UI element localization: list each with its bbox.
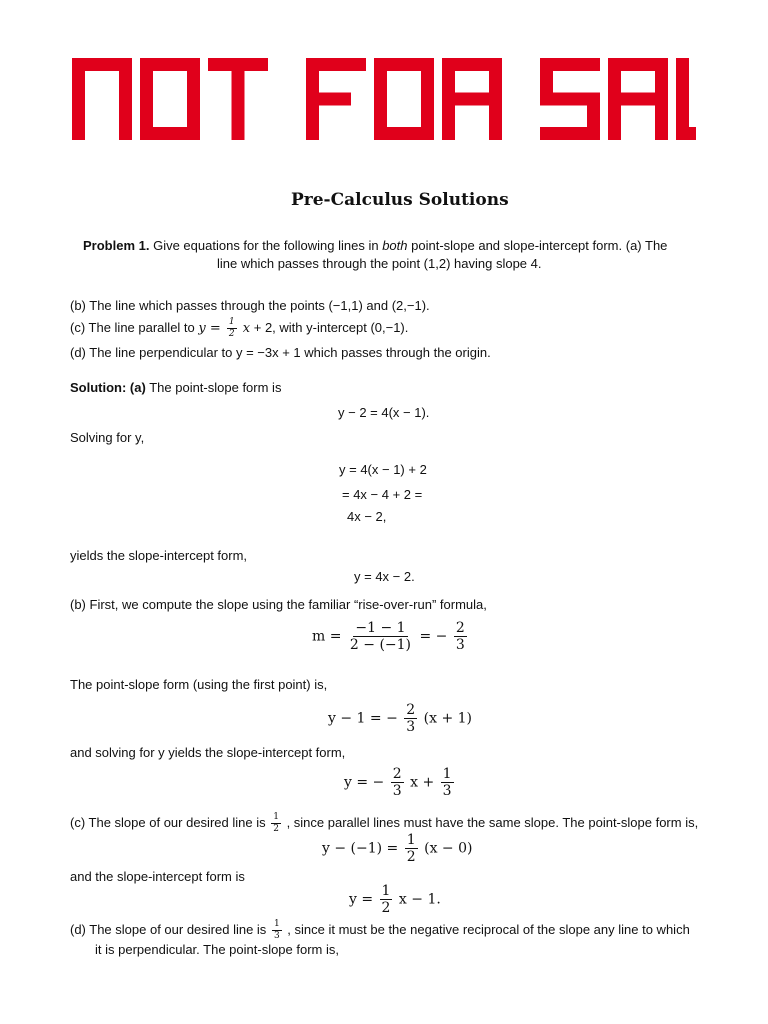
eq-si-fraction-2: $\frac{1}{3}$ [442, 766, 452, 799]
equation-c-slope-intercept [349, 884, 441, 915]
problem-part-d: (d) The line perpendicular to y = −3x + 1 which passes through the origin. [70, 345, 491, 360]
solution-d-post: , since it must be the negative reciprocal of the slope any line to which [287, 921, 690, 937]
problem-intro-a: Give equations for the following lines in [153, 238, 379, 253]
eq-ps-fraction: $\frac{2}{3}$ [406, 702, 416, 735]
eq-c-si-rhs: x − 1. [398, 891, 441, 908]
equation-a1: y − 2 = 4(x − 1). [338, 405, 430, 420]
eq-c-rhs: (x − 0) [424, 840, 473, 857]
solution-c-si-text: and the slope-intercept form is [70, 869, 245, 884]
yields-text: yields the slope-intercept form, [70, 548, 248, 563]
problem-c-math-y: y = [198, 321, 221, 336]
solution-d-slope-fraction: $\frac{1}{3}$ [273, 919, 280, 941]
equation-b-point-slope [328, 703, 472, 734]
point-slope-text: The point-slope form (using the first point) is, [70, 677, 328, 692]
solution-a-label: Solution: (a) [70, 380, 146, 395]
eq-b-m: m = [312, 628, 342, 645]
eq-ps-rhs: (x + 1) [423, 710, 472, 727]
equation-b-slope [312, 621, 469, 652]
problem-c-fraction: $\frac{1}{2}$ [228, 317, 235, 339]
problem-part-c-post: + 2, with y-intercept (0,−1). [253, 319, 409, 335]
solving-for-y: Solving for y, [70, 430, 145, 445]
problem-part-c [70, 318, 408, 339]
problem-intro-line2: line which passes through the point (1,2) having slope 4. [217, 256, 542, 271]
equation-a3: = 4x − 4 + 2 = [342, 487, 423, 502]
solving-for-y-2: and solving for y yields the slope-intercept form, [70, 745, 346, 760]
problem-part-c-pre: (c) The line parallel to [70, 319, 195, 335]
solution-a [70, 380, 281, 395]
problem-both: both [382, 238, 408, 253]
solution-b-text: (b) First, we compute the slope using the familiar “rise-over-run” formula, [70, 597, 487, 612]
eq-c-fraction: $\frac{1}{2}$ [406, 832, 416, 865]
document-title: Pre-Calculus Solutions [291, 190, 509, 210]
equation-a4: 4x − 2, [347, 509, 387, 524]
solution-d-line2: it is perpendicular. The point-slope form is, [95, 942, 339, 957]
problem-part-b: (b) The line which passes through the points (−1,1) and (2,−1). [70, 298, 430, 313]
eq-c-lhs: y − (−1) = [322, 840, 399, 857]
solution-d-pre: (d) The slope of our desired line is [70, 921, 267, 937]
eq-si-mid: x + [410, 774, 435, 791]
solution-d-text [70, 920, 690, 941]
solution-c-post: , since parallel lines must have the same slope. The point-slope form is, [286, 814, 699, 830]
problem-intro-line1 [83, 238, 667, 253]
equation-a2: y = 4(x − 1) + 2 [339, 462, 427, 477]
problem-label: Problem 1. [83, 238, 150, 253]
eq-si-lhs: y = − [344, 774, 385, 791]
solution-c-slope-fraction: $\frac{1}{2}$ [273, 812, 279, 834]
eq-b-fraction: $\frac{-1 - 1}{2 - (-1)}$ [349, 620, 412, 653]
solution-c-pre: (c) The slope of our desired line is [70, 814, 266, 830]
eq-si-fraction-1: $\frac{2}{3}$ [392, 766, 402, 799]
solution-a-text: The point-slope form is [149, 380, 282, 395]
eq-c-si-lhs: y = [349, 891, 374, 908]
eq-b-equals: = − [419, 628, 448, 645]
eq-c-si-fraction: $\frac{1}{2}$ [381, 883, 391, 916]
not-for-sale-stamp [72, 58, 696, 142]
solution-c-text [70, 813, 698, 834]
eq-b-result-fraction: $\frac{2}{3}$ [455, 620, 465, 653]
problem-c-math-x: x [242, 321, 251, 336]
equation-c-point-slope [322, 833, 472, 864]
problem-intro-b: point-slope and slope-intercept form. (a) The [411, 238, 668, 253]
equation-a5: y = 4x − 2. [354, 569, 415, 584]
eq-ps-lhs: y − 1 = − [328, 710, 398, 727]
equation-b-slope-intercept [344, 767, 456, 798]
